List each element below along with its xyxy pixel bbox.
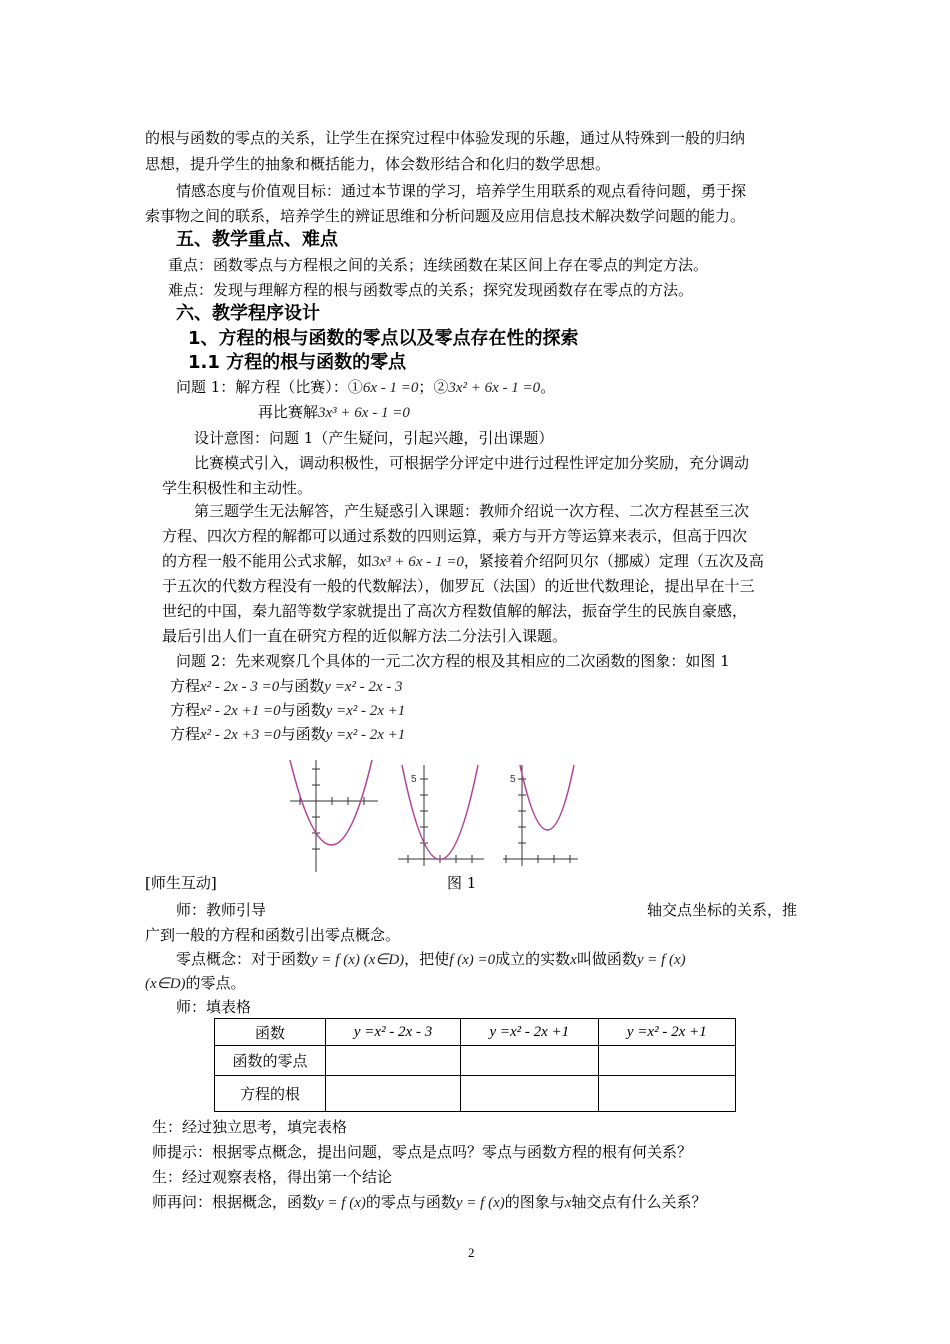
table-row-label: 函数的零点 (215, 1046, 326, 1076)
text-segment: 的零点与函数 (365, 1193, 456, 1211)
question-1-prefix: 问题 1：解方程（比赛）：① (176, 378, 363, 396)
teacher-question-line (152, 1192, 706, 1213)
separator: ；② (418, 378, 449, 396)
tick-label: 5 (510, 774, 516, 785)
fill-table-instruction: 师：填表格 (176, 998, 252, 1016)
text-segment: 师再问：根据概念，函数 (152, 1193, 318, 1211)
table-row (215, 1076, 736, 1112)
table-cell[interactable] (326, 1076, 461, 1112)
followup-label: 再比赛解 (258, 403, 319, 421)
teacher-guidance-start: 师：教师引导 (176, 901, 267, 919)
paragraph-line: 方程、四次方程的解都可以通过系数的四则运算，乘方与开方等运算来表示，但高于四次 (162, 527, 748, 545)
math-inline: y = f (x) (317, 1195, 366, 1211)
text-segment: 的图象与 (504, 1193, 565, 1211)
student-line: 生：经过观察表格，得出第一个结论 (152, 1168, 393, 1186)
key-point-line: 重点：函数零点与方程根之间的关系；连续函数在某区间上存在零点的判定方法。 (168, 256, 709, 274)
text-segment: 成立的实数 (495, 950, 571, 968)
page-number: 2 (468, 1245, 475, 1260)
subsection-heading: 1、方程的根与函数的零点以及零点存在性的探索 (188, 328, 579, 349)
difficulty-line: 难点：发现与理解方程的根与函数零点的关系；探究发现函数存在零点的方法。 (168, 281, 694, 299)
function-table (214, 1018, 736, 1112)
label: 与函数 (279, 677, 325, 695)
function: y =x² - 2x - 3 (324, 679, 403, 695)
text-segment: 的零点。 (185, 974, 246, 992)
figure-caption: 图 1 (447, 874, 477, 892)
equation: x² - 2x - 3 =0 (200, 679, 280, 695)
parabola-curve (520, 765, 574, 830)
teacher-guidance-end: 轴交点坐标的关系，推 (647, 901, 798, 919)
graph-1 (290, 760, 378, 872)
paragraph-line: 索事物之间的联系，培养学生的辨证思维和分析问题及应用信息技术解决数学问题的能力。 (145, 207, 746, 225)
math-inline: x (570, 952, 577, 968)
label: 方程 (170, 677, 201, 695)
ticks (408, 779, 472, 863)
subsubsection-heading: 1.1 方程的根与函数的零点 (188, 352, 407, 373)
table-header-row (215, 1019, 736, 1046)
equation-1: 6x - 1 =0 (362, 380, 419, 396)
interaction-label: [师生互动] (145, 874, 217, 892)
paragraph-line: 广到一般的方程和函数引出零点概念。 (145, 926, 401, 944)
equation-2: 3x² + 6x - 1 =0 (448, 380, 541, 396)
label: 与函数 (280, 725, 326, 743)
tick-label: 5 (411, 774, 417, 785)
table-cell[interactable] (326, 1046, 461, 1076)
teacher-hint-line: 师提示：根据零点概念，提出问题，零点是点吗？零点与函数方程的根有何关系？ (152, 1143, 693, 1161)
text-segment: 零点概念：对于函数 (176, 950, 312, 968)
text-segment: 轴交点有什么关系？ (571, 1193, 707, 1211)
paragraph-line: 世纪的中国，秦九韶等数学家就提出了高次方程数值解的解法，振奋学生的民族自豪感， (162, 602, 748, 620)
equation-inline: 3x³ + 6x - 1 =0 (372, 554, 464, 570)
math-inline: x (564, 1195, 572, 1211)
text-segment: 叫做函数 (576, 950, 637, 968)
zero-concept-line (176, 949, 686, 970)
student-line: 生：经过独立思考，填完表格 (152, 1118, 348, 1136)
table-cell[interactable] (598, 1076, 735, 1112)
equation: x² - 2x +1 =0 (200, 703, 281, 719)
math-inline: f (x) =0 (449, 952, 496, 968)
paragraph-line: 最后引出人们一直在研究方程的近似解方法二分法引入课题。 (162, 627, 568, 645)
table-cell[interactable] (461, 1076, 598, 1112)
paragraph-line: 情感态度与价值观目标：通过本节课的学习，培养学生用联系的观点看待问题，勇于探 (176, 182, 747, 200)
equation: x² - 2x +3 =0 (200, 727, 281, 743)
table-header-cell: y =x² - 2x +1 (461, 1019, 598, 1046)
math-inline: y = f (x) (455, 1195, 505, 1211)
label: 与函数 (280, 701, 326, 719)
math-inline: (x∈D) (145, 976, 186, 992)
paragraph-line: 于五次的代数方程没有一般的代数解法），伽罗瓦（法国）的近世代数理论，提出早在十三 (162, 577, 755, 595)
ticks (300, 769, 364, 849)
math-inline: y = f (x) (636, 952, 686, 968)
zero-concept-line-2 (145, 973, 246, 994)
table-header-cell: y =x² - 2x - 3 (326, 1019, 461, 1046)
math-inline: y = f (x) (x∈D) (311, 952, 405, 968)
section-heading-5: 五、教学重点、难点 (176, 229, 338, 250)
equation-3: 3x³ + 6x - 1 =0 (318, 405, 410, 421)
parabola-curve (290, 760, 372, 845)
graph-2 (398, 765, 484, 866)
period: 。 (540, 378, 556, 396)
graph-3 (503, 765, 578, 866)
table-row-label: 方程的根 (215, 1076, 326, 1112)
question-2: 问题 2：先来观察几个具体的一元二次方程的根及其相应的二次函数的图象：如图 1 (176, 652, 730, 670)
table-row (215, 1046, 736, 1076)
paragraph-line: 学生积极性和主动性。 (162, 479, 313, 497)
table-cell[interactable] (598, 1046, 735, 1076)
text-segment: 的方程一般不能用公式求解，如 (162, 552, 373, 570)
paragraph-line: 思想，提升学生的抽象和概括能力，体会数形结合和化归的数学思想。 (145, 155, 611, 173)
function: y =x² - 2x +1 (325, 703, 406, 719)
section-heading-6: 六、教学程序设计 (176, 303, 320, 324)
label: 方程 (170, 725, 201, 743)
table-cell[interactable] (461, 1046, 598, 1076)
table-header-cell: 函数 (215, 1019, 326, 1046)
text-segment: ，把使 (404, 950, 450, 968)
paragraph-line: 第三题学生无法解答，产生疑惑引入课题：教师介绍说一次方程、二次方程甚至三次 (194, 502, 750, 520)
function: y =x² - 2x +1 (325, 727, 406, 743)
paragraph-line: 比赛模式引入，调动积极性，可根据学分评定中进行过程性评定加分奖励，充分调动 (194, 454, 750, 472)
table-header-cell: y =x² - 2x +1 (598, 1019, 735, 1046)
text-segment: ，紧接着介绍阿贝尔（挪威）定理（五次及高 (463, 552, 764, 570)
label: 方程 (170, 701, 201, 719)
paragraph-line: 的根与函数的零点的关系，让学生在探究过程中体验发现的乐趣，通过从特殊到一般的归纳 (145, 129, 746, 147)
design-intent: 设计意图：问题 1（产生疑问，引起兴趣，引出课题） (194, 429, 554, 447)
